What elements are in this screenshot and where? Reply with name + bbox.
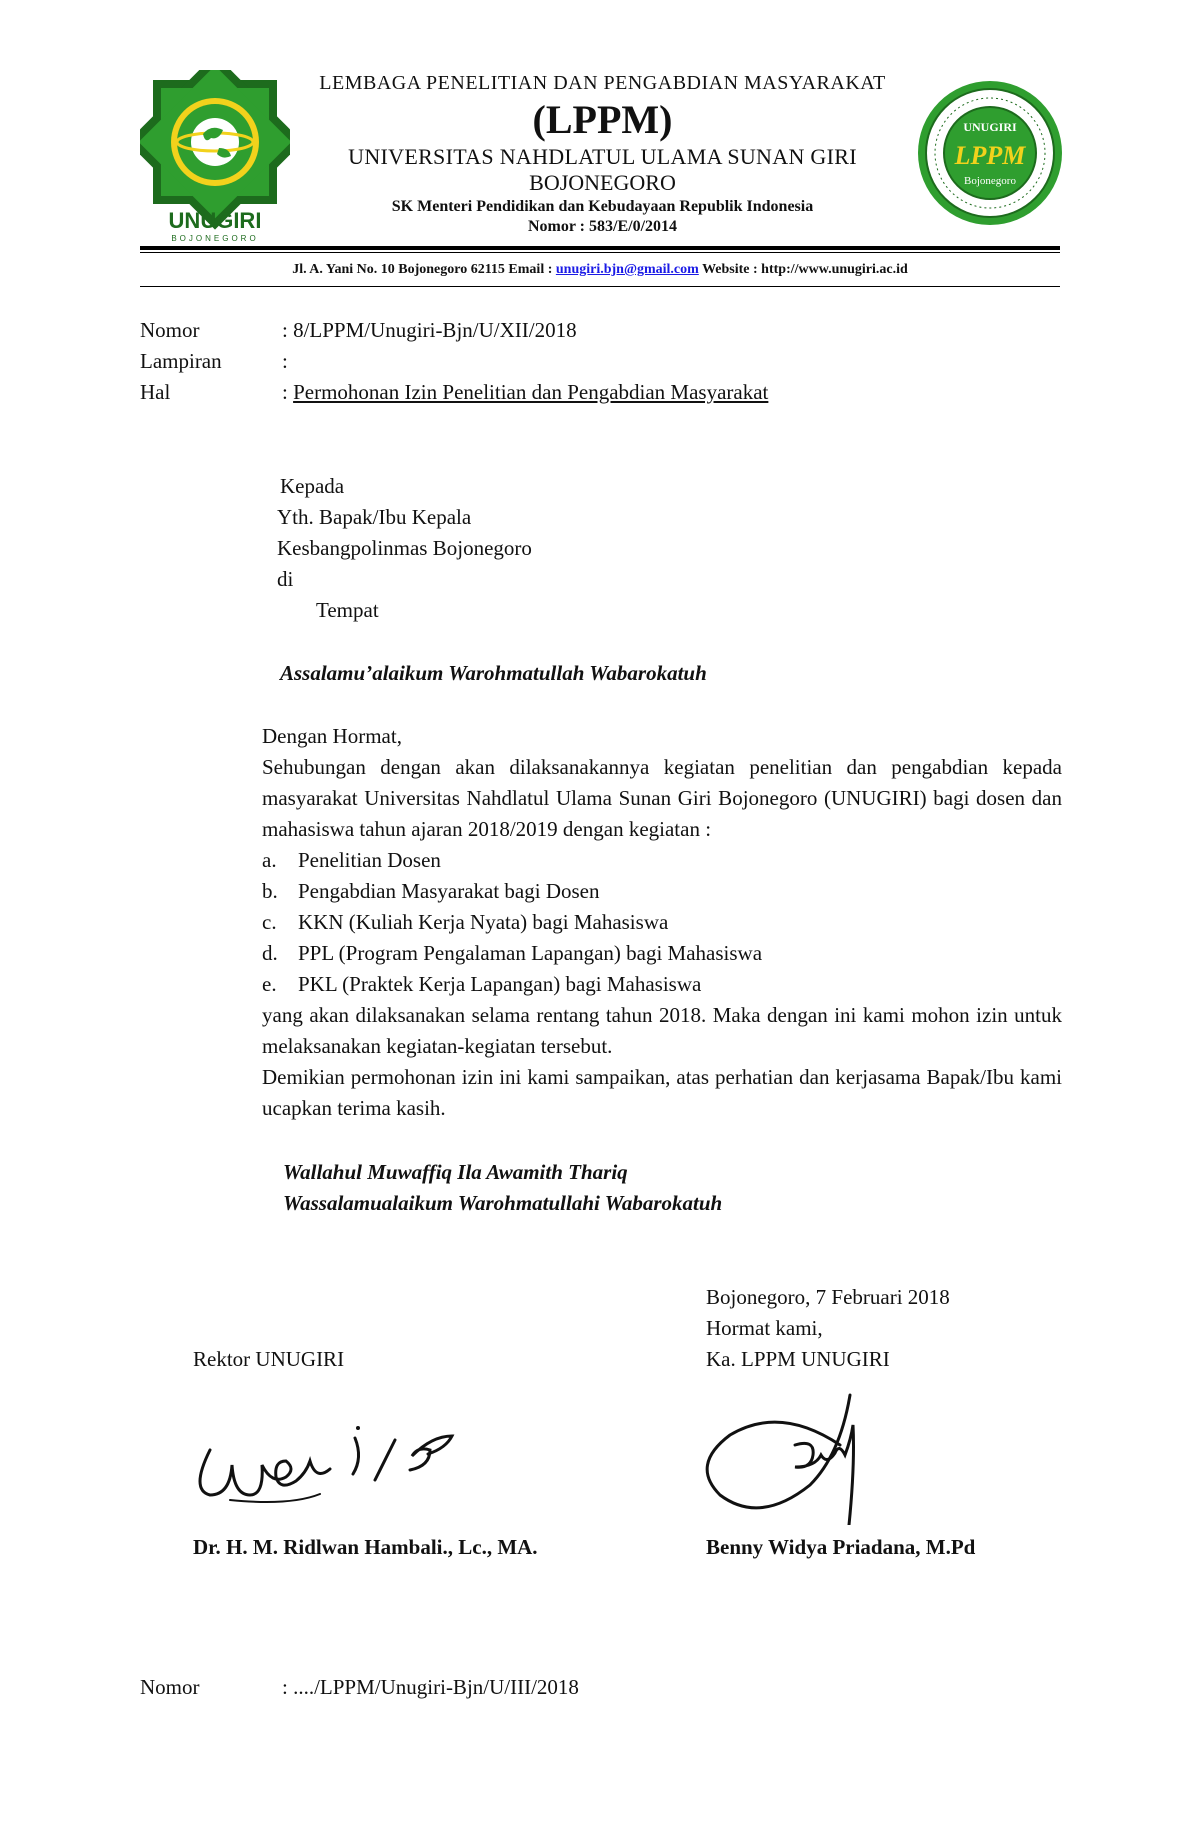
header-rule-bottom [140, 286, 1060, 287]
meta-label-nomor: Nomor [140, 318, 200, 342]
university-city: BOJONEGORO [529, 170, 676, 195]
email-link[interactable]: unugiri.bjn@gmail.com [555, 262, 699, 277]
university-name: UNIVERSITAS NAHDLATUL ULAMA SUNAN GIRI [348, 144, 857, 169]
website: Website : http://www.unugiri.ac.id [702, 262, 908, 277]
sk-number: Nomor : 583/E/0/2014 [527, 218, 678, 235]
meta-value-hal [282, 377, 768, 408]
recipient-title: Yth. Bapak/Ibu Kepala [277, 505, 472, 529]
address: Jl. A. Yani No. 10 Bojonegoro 62115 Email : [292, 262, 553, 277]
svg-text:UNUGIRI: UNUGIRI [168, 208, 262, 233]
recipient-tempat: Tempat [316, 598, 379, 622]
opening-greeting: Assalamu’alaikum Warohmatullah Wabarokatuh [280, 661, 707, 685]
meta-label-hal: Hal [140, 380, 171, 404]
intro-paragraph: Sehubungan dengan akan dilaksanakannya kegiatan penelitian dan pengabdian kepada masyarakat Universitas Nahdlatul Ulama Sunan Giri Bojonegoro (UNUGIRI) bagi dosen dan mahasiswa tahun ajaran 2018/2019 dengan kegiatan : [262, 755, 1062, 841]
closing-greeting-2: Wassalamualaikum Warohmatullahi Wabarokatuh [283, 1191, 723, 1215]
svg-text:UNUGIRI: UNUGIRI [963, 120, 1017, 134]
meta-value-nomor: : 8/LPPM/Unugiri-Bjn/U/XII/2018 [282, 318, 577, 342]
list-item: b. Pengabdian Masyarakat bagi Dosen [262, 879, 600, 903]
recipient-office: Kesbangpolinmas Bojonegoro [277, 536, 532, 560]
place-date: Bojonegoro, 7 Februari 2018 [706, 1285, 950, 1309]
activities-list [262, 845, 762, 1000]
unugiri-logo [140, 70, 290, 245]
left-signature [180, 1410, 500, 1510]
header-rule-thin [140, 252, 1060, 253]
svg-text:BOJONEGORO: BOJONEGORO [171, 234, 259, 243]
lppm-seal-logo [915, 78, 1065, 228]
recipient-di: di [277, 567, 294, 591]
meta-hal-prefix: : [282, 380, 294, 404]
right-signer-name: Benny Widya Priadana, M.Pd [706, 1535, 976, 1559]
right-signer-title: Ka. LPPM UNUGIRI [706, 1347, 890, 1371]
sk-decree: SK Menteri Pendidikan dan Kebudayaan Republik Indonesia [391, 198, 814, 215]
request-paragraph: yang akan dilaksanakan selama rentang tahun 2018. Maka dengan ini kami mohon izin untuk melaksanakan kegiatan-kegiatan tersebut. [262, 1003, 1062, 1058]
left-signer-title: Rektor UNUGIRI [193, 1347, 345, 1371]
list-item: e. PKL (Praktek Kerja Lapangan) bagi Mahasiswa [262, 972, 702, 996]
closing-greeting-1: Wallahul Muwaffiq Ila Awamith Thariq [283, 1160, 628, 1184]
list-item: d. PPL (Program Pengalaman Lapangan) bagi Mahasiswa [262, 941, 763, 965]
lppm-acronym: (LPPM) [532, 97, 673, 142]
list-item: c. KKN (Kuliah Kerja Nyata) bagi Mahasiswa [262, 910, 669, 934]
recipient-kepada: Kepada [280, 474, 345, 498]
footer-meta-value: : ..../LPPM/Unugiri-Bjn/U/III/2018 [282, 1675, 579, 1699]
right-signature [700, 1385, 900, 1525]
closing-paragraph: Demikian permohonan izin ini kami sampaikan, atas perhatian dan kerjasama Bapak/Ibu kami ucapkan terima kasih. [262, 1065, 1062, 1120]
contact-line [140, 262, 1060, 278]
meta-label-lampiran: Lampiran [140, 349, 222, 373]
list-item: a. Penelitian Dosen [262, 848, 441, 872]
meta-value-lampiran: : [282, 349, 288, 373]
svg-text:LPPM: LPPM [954, 141, 1026, 170]
salutation: Dengan Hormat, [262, 724, 402, 748]
header-rule-thick [140, 246, 1060, 250]
meta-hal-subject: Permohonan Izin Penelitian dan Pengabdian Masyarakat [293, 380, 769, 404]
left-signer-name: Dr. H. M. Ridlwan Hambali., Lc., MA. [193, 1535, 538, 1559]
footer-meta-label: Nomor [140, 1675, 200, 1699]
institution-name: LEMBAGA PENELITIAN DAN PENGABDIAN MASYARAKAT [319, 72, 886, 94]
svg-text:Bojonegoro: Bojonegoro [964, 175, 1016, 187]
regards: Hormat kami, [706, 1316, 823, 1340]
